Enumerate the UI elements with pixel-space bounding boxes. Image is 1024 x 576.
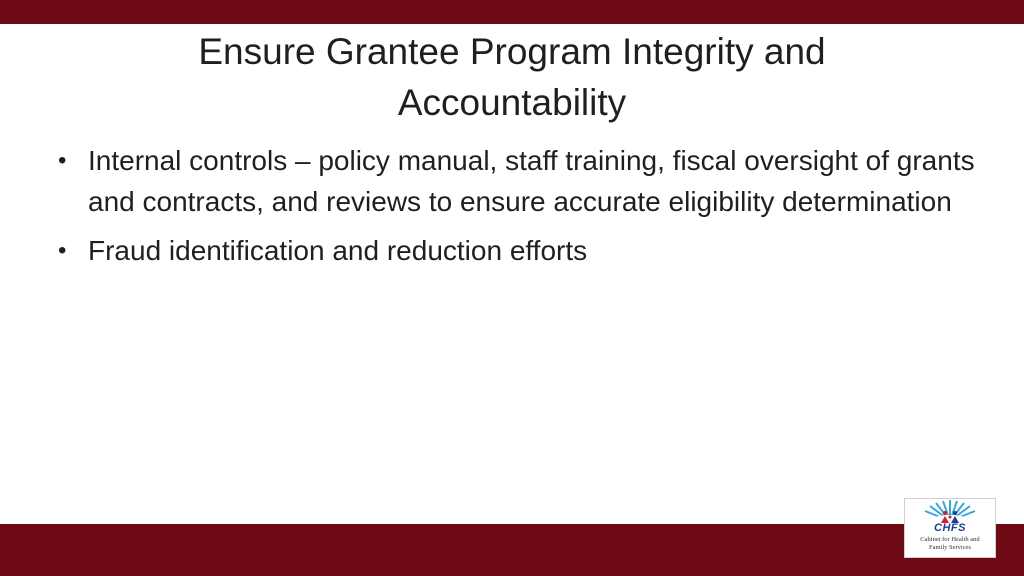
bullet-icon: • xyxy=(58,147,67,174)
bullet-icon: • xyxy=(58,237,67,264)
bullet-list xyxy=(58,140,978,279)
logo-subtitle-line: Cabinet for Health and xyxy=(920,536,980,543)
bullet-text: Internal controls – policy manual, staff training, fiscal oversight of grants and contracts, and reviews to ensure accurate eligibility determination xyxy=(88,145,975,217)
logo-subtitle-line: Family Services xyxy=(928,544,972,551)
top-banner-bar xyxy=(0,0,1024,24)
bullet-item xyxy=(58,230,978,271)
logo-subtitle xyxy=(905,536,995,552)
slide-title: Ensure Grantee Program Integrity and Accountability xyxy=(198,31,826,123)
bullet-item xyxy=(58,140,978,222)
logo-wordmark: CHFS xyxy=(934,522,966,534)
bullet-text: Fraud identification and reduction efforts xyxy=(88,235,588,266)
bottom-banner-bar xyxy=(0,524,1024,576)
chfs-logo xyxy=(904,498,996,558)
